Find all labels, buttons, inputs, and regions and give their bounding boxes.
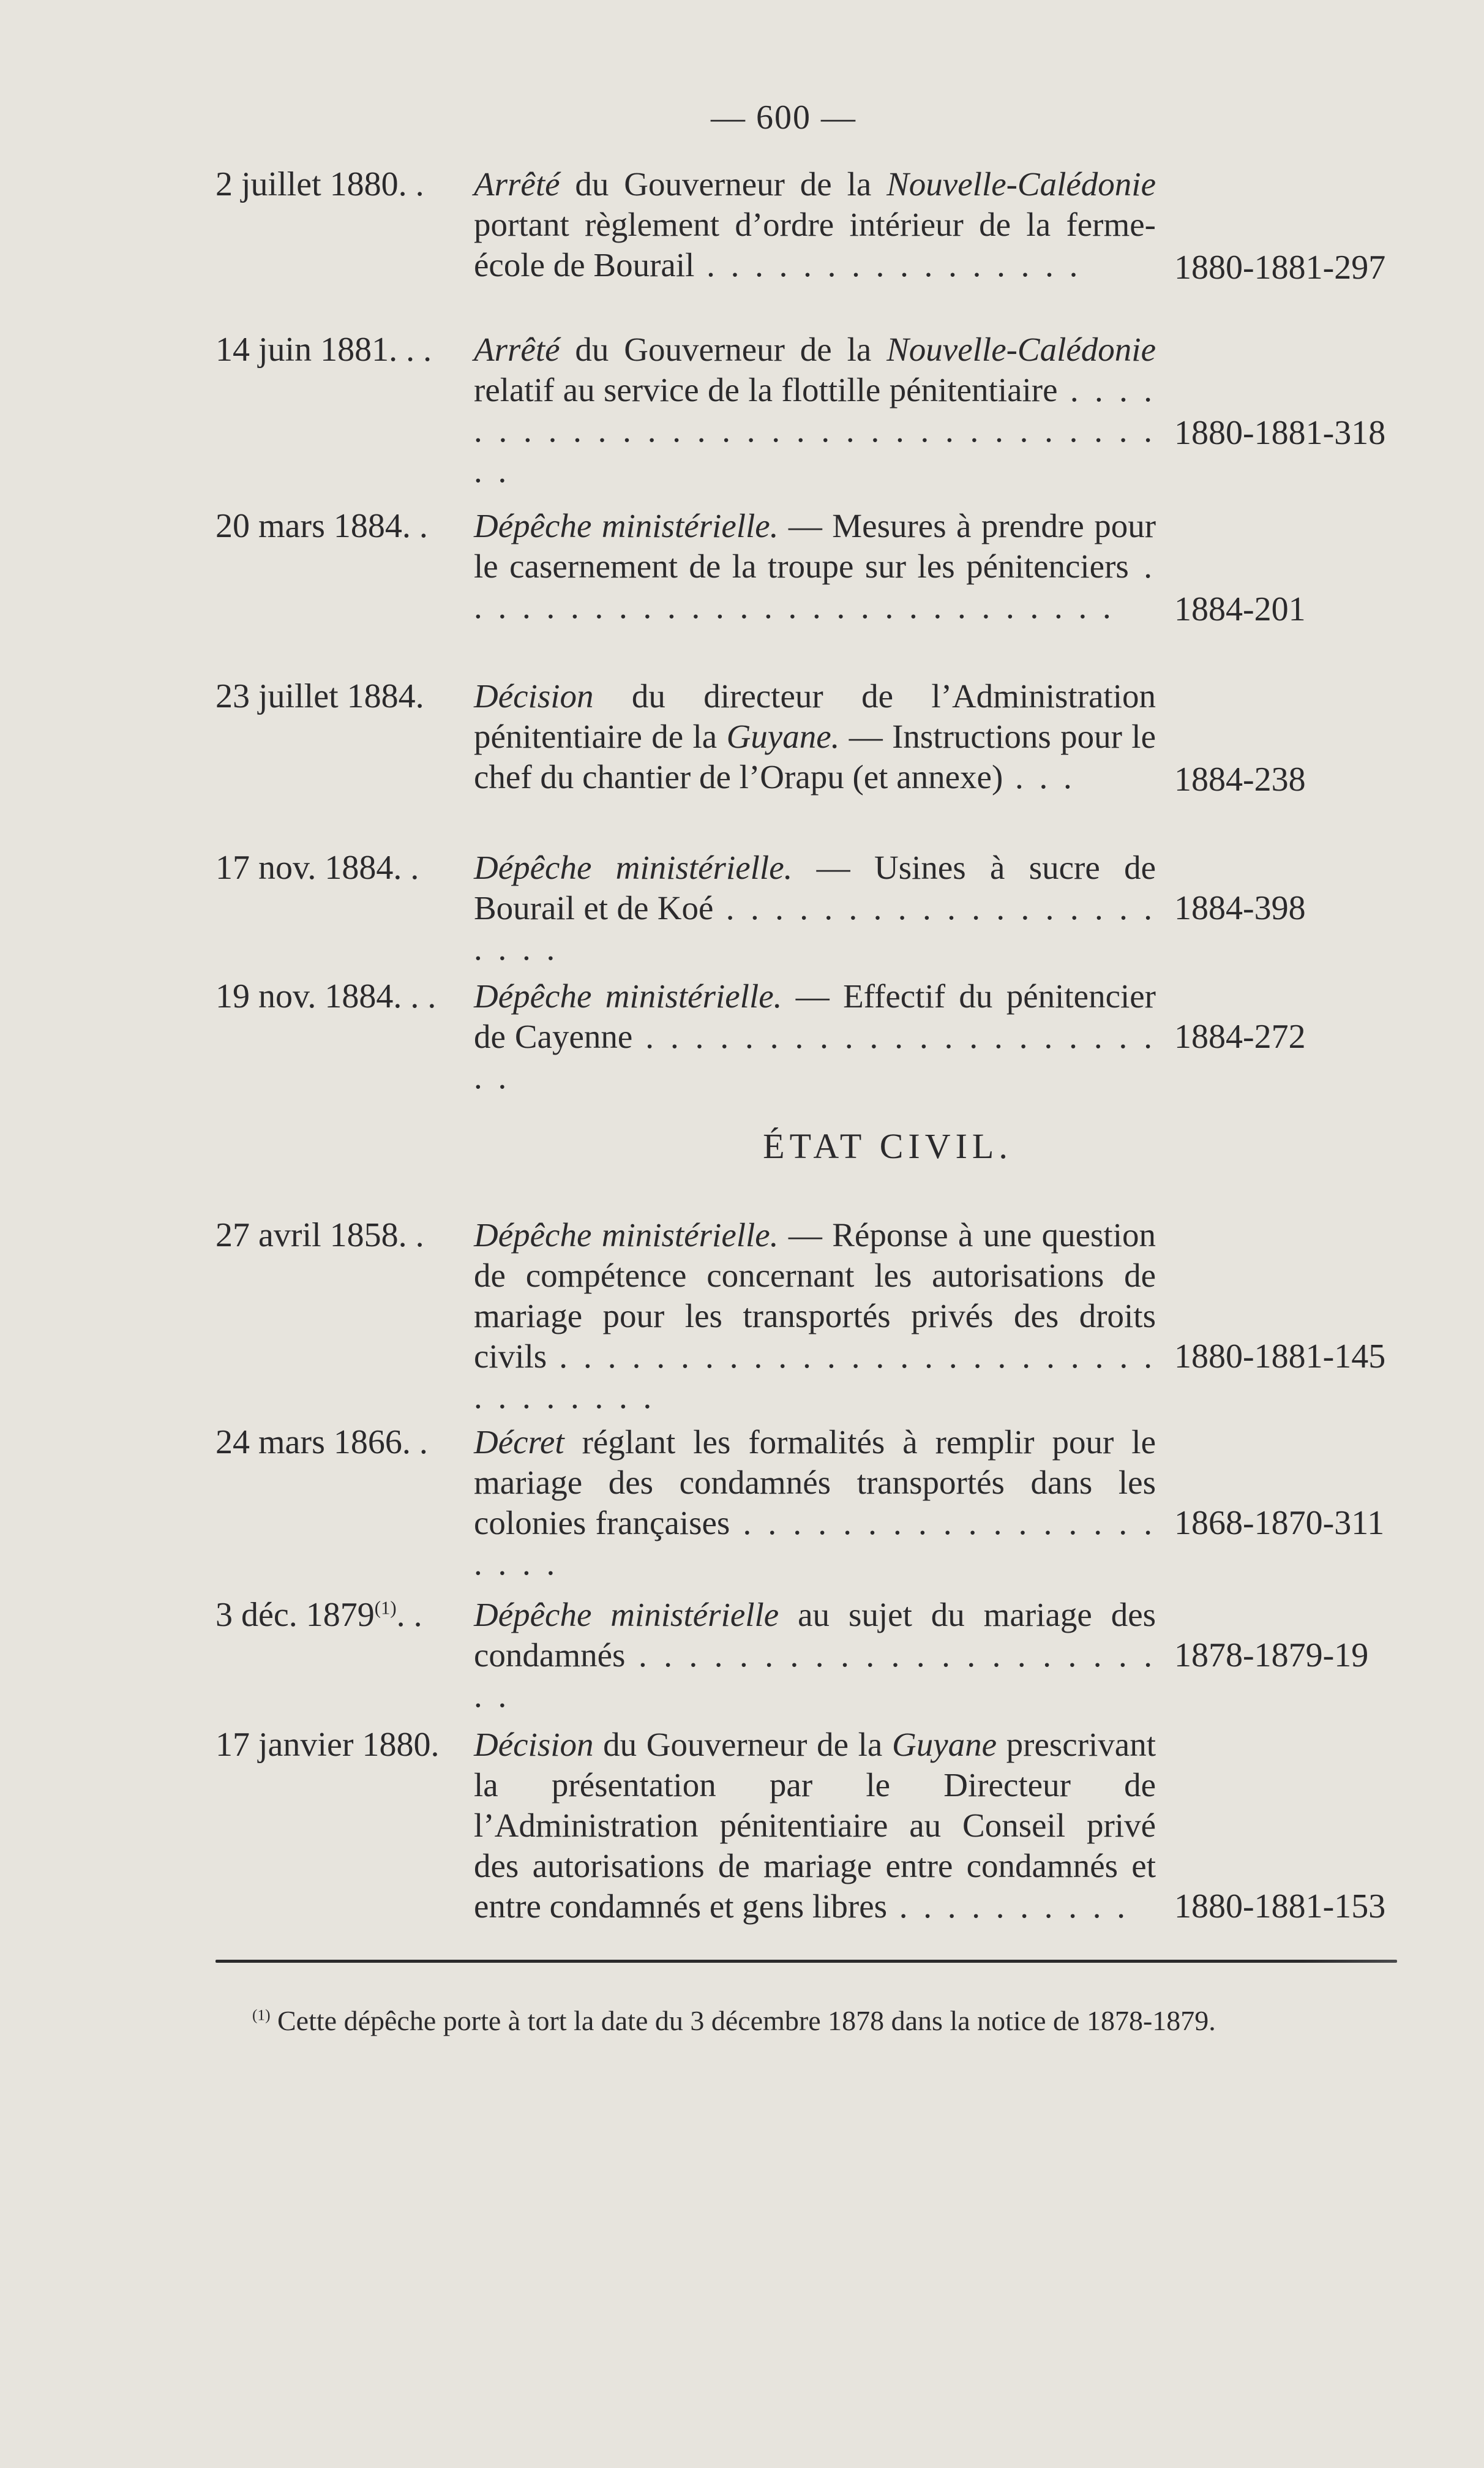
- dot-leader: . . .: [1003, 758, 1076, 796]
- entry-lead: Arrêté: [474, 165, 560, 203]
- entry-reference: 1884-398: [1174, 889, 1306, 927]
- entry-date-tail: . .: [396, 1596, 422, 1634]
- entry-description: [474, 506, 1156, 627]
- entry-place: Nouvelle-Calédonie: [886, 165, 1156, 203]
- entry-text: du Gouverneur de la: [560, 165, 887, 203]
- entry-description: [474, 1595, 1156, 1716]
- entry-date: 24 mars 1866. .: [215, 1423, 428, 1461]
- section-heading: ÉTAT CIVIL.: [763, 1126, 1013, 1166]
- entry-lead: Dépêche ministérielle.: [474, 1216, 779, 1254]
- entry-text: du Gouverneur de la: [560, 331, 887, 368]
- entry-description: [474, 329, 1156, 491]
- dot-leader: . . . . . . . . . . . . . . . . . . . . . . . . . . . . . . . . . .: [474, 371, 1156, 489]
- entry-description: [474, 676, 1156, 797]
- entry-date: [215, 1595, 422, 1635]
- entry-reference: 1880-1881-153: [1174, 1887, 1386, 1925]
- entry-lead: Dépêche ministérielle.: [474, 977, 782, 1015]
- footnote-marker: (1): [252, 2006, 271, 2024]
- entry-description: [474, 164, 1156, 285]
- dot-leader: . . . . . . . . . . . . . . . .: [694, 246, 1082, 284]
- footnote-divider: [215, 1960, 1397, 1963]
- entry-date: 27 avril 1858. .: [215, 1216, 424, 1254]
- dot-leader: . . . . . . . . . . . . . . . . . . . . . .: [474, 889, 1156, 967]
- entry-description: [474, 1215, 1156, 1417]
- entry-text: réglant les formalités à remplir pour le mariage des condamnés transportés dans les colonies françaises: [474, 1423, 1156, 1541]
- entry-date: 14 juin 1881. . .: [215, 331, 432, 369]
- entry-reference: 1880-1881-318: [1174, 414, 1386, 452]
- entry-lead: Dépêche ministérielle.: [474, 849, 793, 886]
- entry-rest: prescrivant la présentation par le Directeur de l’Administration pénitentiaire au Conseil privé des autorisations de mariage entre condamnés et entre condamnés et gens libres: [474, 1726, 1156, 1925]
- entry-lead: Dépêche ministérielle.: [474, 507, 779, 544]
- entry-date: 19 nov. 1884. . .: [215, 977, 437, 1015]
- entry-place: Guyane.: [726, 718, 840, 755]
- entry-date: 2 juillet 1880. .: [215, 165, 424, 203]
- entry-lead: Décision: [474, 677, 594, 715]
- entry-description: [474, 1422, 1156, 1584]
- entry-text: — Usines à sucre de Bourail et de Koé: [474, 849, 1156, 927]
- dot-leader: . . . . . . . . . . . . . . . . . . . . . . . . . . . . . . . . .: [474, 1337, 1156, 1415]
- entry-date-text: 3 déc. 1879: [215, 1596, 375, 1634]
- entry-reference: 1880-1881-145: [1174, 1337, 1386, 1375]
- entry-rest: relatif au service de la flottille pénitentiaire: [474, 371, 1058, 408]
- entry-description: [474, 1725, 1156, 1927]
- page-number: — 600 —: [711, 99, 856, 137]
- entry-place: Guyane: [891, 1726, 997, 1763]
- entry-rest: — Instructions pour le chef du chantier de l’Orapu (et annexe): [474, 718, 1156, 796]
- entry-date: 20 mars 1884. .: [215, 507, 428, 545]
- entry-date: 17 nov. 1884. .: [215, 849, 419, 887]
- entry-rest: portant règlement d’ordre intérieur de la ferme-école de Bourail: [474, 206, 1156, 284]
- footnote-text: Cette dépêche porte à tort la date du 3 décembre 1878 dans la notice de 1878-1879.: [270, 2005, 1216, 2036]
- entry-text: au sujet du mariage des condamnés: [474, 1596, 1156, 1674]
- entry-date: 17 janvier 1880.: [215, 1726, 440, 1764]
- entry-reference: 1884-201: [1174, 590, 1306, 628]
- entry-text: — Mesures à prendre pour le casernement de la troupe sur les pénitenciers: [474, 507, 1156, 585]
- entry-reference: 1878-1879-19: [1174, 1636, 1369, 1674]
- entry-lead: Décision: [474, 1726, 594, 1763]
- dot-leader: . . . . . . . . . . . . . . . . . . . . . . .: [474, 1636, 1156, 1714]
- entry-reference: 1868-1870-311: [1174, 1504, 1385, 1542]
- entry-reference: 1884-272: [1174, 1018, 1306, 1056]
- entry-text: — Réponse à une question de compétence concernant les autorisations de mariage pour les transportés privés des droits civils: [474, 1216, 1156, 1375]
- footnote: [252, 2003, 1415, 2039]
- footnote-reference: (1): [374, 1597, 397, 1619]
- entry-place: Nouvelle-Calédonie: [886, 331, 1156, 368]
- entry-description: [474, 976, 1156, 1097]
- entry-lead: Dépêche ministérielle: [474, 1596, 779, 1633]
- entry-date: 23 juillet 1884.: [215, 677, 424, 715]
- entry-text: du directeur de l’Administration pénitentiaire de la: [474, 677, 1156, 755]
- entry-description: [474, 848, 1156, 969]
- entry-text: — Effectif du pénitencier de Cayenne: [474, 977, 1156, 1055]
- entry-reference: 1880-1881-297: [1174, 249, 1386, 287]
- entry-reference: 1884-238: [1174, 761, 1306, 799]
- entry-text: du Gouverneur de la: [593, 1726, 892, 1763]
- dot-leader: . . . . . . . . . . . . . . . . . . . . . . . . . . . .: [474, 547, 1156, 625]
- entry-lead: Décret: [474, 1423, 564, 1461]
- dot-leader: . . . . . . . . . . . . . . . . . . . . . . .: [474, 1018, 1156, 1096]
- dot-leader: . . . . . . . . . . . . . . . . . . . . .: [474, 1504, 1156, 1582]
- entry-lead: Arrêté: [474, 331, 560, 368]
- dot-leader: . . . . . . . . . .: [887, 1887, 1130, 1925]
